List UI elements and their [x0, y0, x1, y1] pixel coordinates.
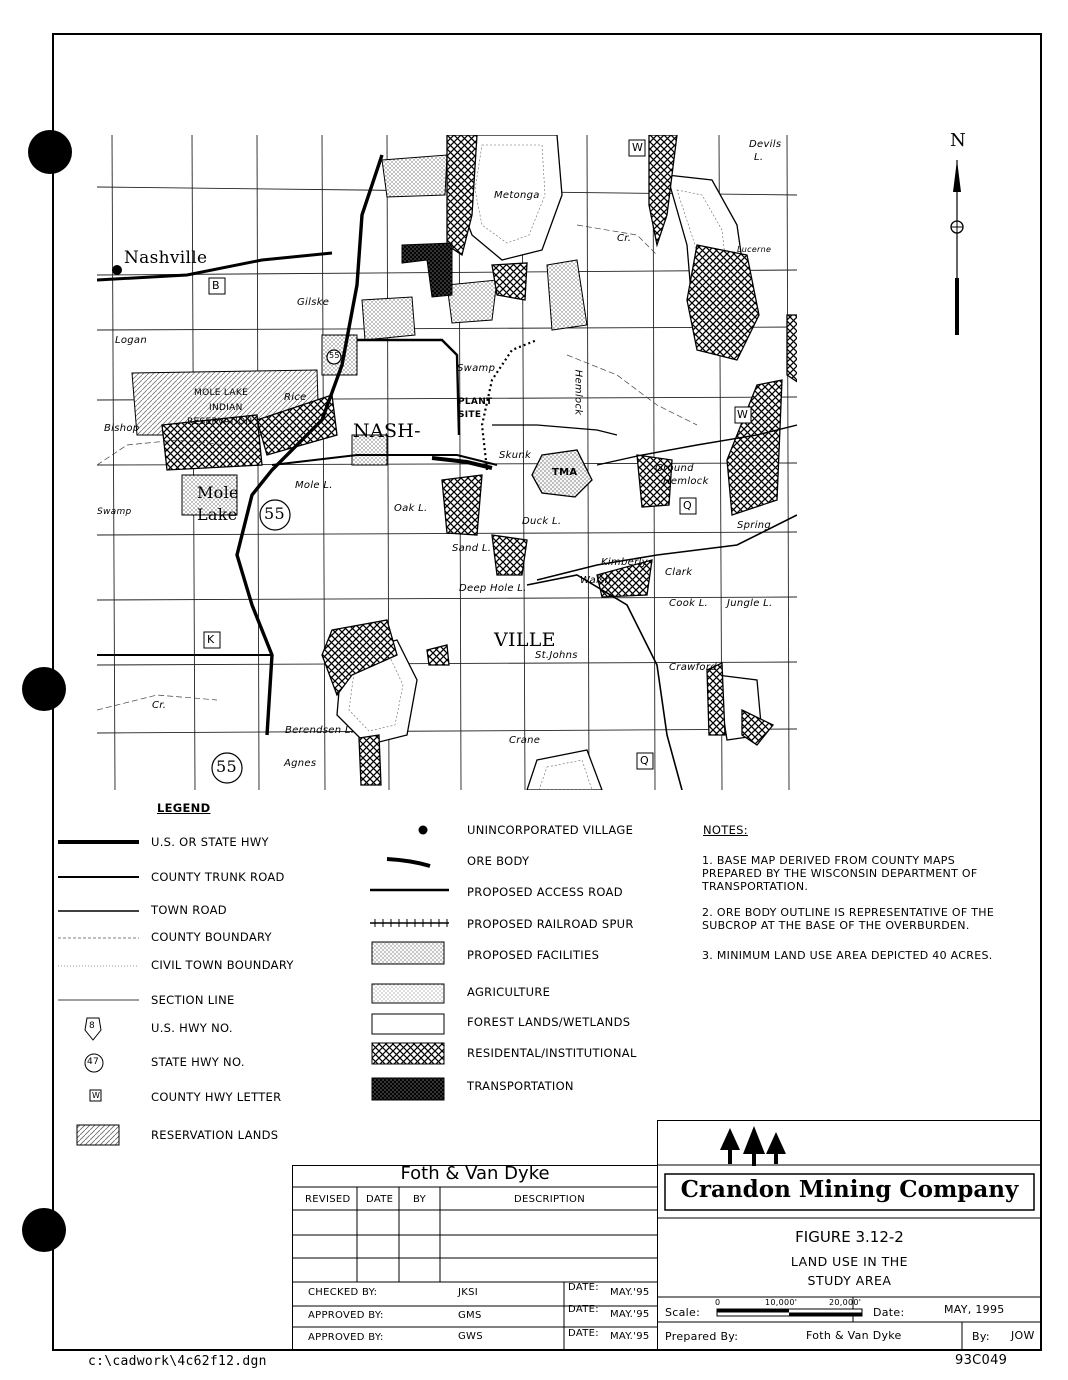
map-label-devils: Devils — [749, 139, 782, 150]
legend-civil-town-boundary: CIVIL TOWN BOUNDARY — [151, 958, 294, 972]
revision-firm: Foth & Van Dyke — [400, 1163, 550, 1184]
note-1: 1. BASE MAP DERIVED FROM COUNTY MAPS PREPARED BY THE WISCONSIN DEPARTMENT OF TRANSPORTATION. — [702, 854, 978, 893]
scale-bar — [716, 1306, 864, 1320]
approved-by-label-1: APPROVED BY: — [308, 1310, 384, 1321]
map-label-st-johns: St.Johns — [535, 650, 578, 661]
map-label-mole-lake-res: MOLE LAKE — [194, 388, 249, 398]
approved-by-label-2: APPROVED BY: — [308, 1332, 384, 1343]
map-label-cr-2: Cr. — [152, 700, 167, 711]
map-label-berendsen: Berendsen L. — [285, 725, 355, 736]
rev-header-revised: REVISED — [305, 1194, 351, 1205]
map-label-jungle: Jungle L. — [727, 598, 773, 609]
legend-proposed-access-road: PROPOSED ACCESS ROAD — [467, 885, 623, 899]
map-label-hemlock: Hemlock — [572, 369, 584, 416]
map-label-deep-hole: Deep Hole L. — [459, 583, 527, 594]
map-label-gilske: Gilske — [297, 297, 330, 308]
map-label-plant-site-2: SITE — [458, 410, 482, 420]
map-label-nashville: Nashville — [124, 248, 208, 268]
state-hwy-55-small: 55 — [329, 351, 340, 360]
figure-number: FIGURE 3.12-2 — [795, 1228, 904, 1246]
legend-state-hwy-no: STATE HWY NO. — [151, 1055, 245, 1069]
map-label-swamp: Swamp — [457, 363, 496, 374]
village-symbol — [112, 265, 122, 275]
map-label-sand-l: Sand L. — [452, 543, 492, 554]
note-2: 2. ORE BODY OUTLINE IS REPRESENTATIVE OF THE SUBCROP AT THE BASE OF THE OVERBURDEN. — [702, 906, 995, 932]
legend-us-hwy-no: U.S. HWY NO. — [151, 1021, 233, 1035]
map-label-ground: Ground — [655, 463, 694, 474]
legend-forest-wetlands: FOREST LANDS/WETLANDS — [467, 1015, 631, 1029]
figure-subtitle-1: LAND USE IN THE — [790, 1254, 909, 1269]
map-label-mole-l: Mole L. — [295, 480, 333, 491]
map-label-reservation: RESERVATION — [187, 417, 253, 427]
approved-date-value-1: MAY.'95 — [610, 1309, 650, 1320]
checked-date-label: DATE: — [568, 1282, 599, 1293]
figure-subtitle-2: STUDY AREA — [807, 1273, 892, 1288]
by-label: By: — [972, 1330, 990, 1343]
county-hwy-letter-k: K — [207, 633, 215, 646]
map-label-mole-town-2: Lake — [197, 505, 238, 524]
map-label-devils-l: L. — [754, 152, 764, 163]
rev-header-description: DESCRIPTION — [514, 1194, 585, 1205]
map-label-nash: NASH- — [353, 420, 421, 442]
revision-grid — [292, 1165, 658, 1350]
notes-title: NOTES: — [703, 823, 748, 837]
legend-county-letter-symbol: W — [92, 1091, 101, 1100]
map-label-bishop: Bishop — [104, 423, 140, 434]
state-hwy-55-shield: 55 — [264, 504, 285, 523]
legend-state-hwy-symbol: 47 — [87, 1057, 100, 1067]
legend-us-state-hwy: U.S. OR STATE HWY — [151, 835, 269, 849]
prepared-by-label: Prepared By: — [665, 1330, 739, 1343]
drawing-number: 93C049 — [955, 1353, 1008, 1368]
ore-body — [432, 458, 492, 468]
county-hwy-letter-b: B — [212, 279, 220, 292]
map-label-skunk: Skunk — [499, 450, 532, 461]
note-3: 3. MINIMUM LAND USE AREA DEPICTED 40 ACRES. — [702, 949, 993, 962]
rev-header-date: DATE — [366, 1194, 394, 1205]
rev-header-by: BY — [413, 1194, 427, 1205]
county-hwy-letter-w2: W — [737, 408, 749, 421]
legend-reservation-lands: RESERVATION LANDS — [151, 1128, 279, 1142]
land-use-map — [97, 135, 797, 790]
legend-ore-body: ORE BODY — [467, 854, 530, 868]
legend-title: LEGEND — [157, 801, 211, 815]
checked-by-value: JKSI — [458, 1287, 479, 1298]
date-value: MAY, 1995 — [944, 1303, 1005, 1316]
legend-county-boundary: COUNTY BOUNDARY — [151, 930, 272, 944]
map-label-ville: VILLE — [494, 629, 556, 651]
map-label-cook-l: Cook L. — [669, 598, 709, 609]
map-label-plant-site-1: PLANT — [458, 397, 493, 407]
legend-agriculture: AGRICULTURE — [467, 985, 551, 999]
map-label-metonga: Metonga — [494, 190, 540, 201]
scale-label: Scale: — [665, 1306, 701, 1319]
map-label-crane: Crane — [509, 735, 541, 746]
approved-by-value-1: GMS — [458, 1310, 482, 1321]
north-arrow — [944, 130, 974, 345]
transportation-areas — [402, 243, 452, 297]
date-label: Date: — [873, 1306, 905, 1319]
map-label-indian: INDIAN — [209, 403, 243, 413]
legend-unincorporated-village: UNINCORPORATED VILLAGE — [467, 823, 634, 837]
by-value: JOW — [1011, 1329, 1035, 1342]
map-label-walsh: Walsh — [580, 575, 612, 586]
county-hwy-letter-q1: Q — [683, 499, 692, 512]
approved-by-value-2: GWS — [458, 1331, 483, 1342]
map-label-tma: TMA — [552, 467, 578, 478]
map-label-lucerne: Lucerne — [737, 245, 772, 254]
map-label-mole-town-1: Mole — [197, 483, 239, 502]
map-label-agnes: Agnes — [284, 758, 317, 769]
map-label-hemlock-2: Hemlock — [663, 476, 709, 487]
map-label-logan: Logan — [115, 335, 148, 346]
legend-us-hwy-symbol: 8 — [89, 1021, 96, 1031]
legend-left-symbols — [55, 830, 145, 1150]
state-hwy-55-shield-south: 55 — [216, 757, 237, 776]
north-label: N — [950, 130, 967, 151]
legend-middle-symbols — [365, 820, 455, 1105]
approved-date-label-2: DATE: — [568, 1328, 599, 1339]
map-label-kimberly: Kimberly — [601, 557, 648, 568]
map-label-cr-1: Cr. — [617, 233, 632, 244]
scale-10000: 10,000' — [765, 1298, 798, 1307]
legend-proposed-facilities: PROPOSED FACILITIES — [467, 948, 600, 962]
county-hwy-letter-q2: Q — [640, 754, 649, 767]
map-label-rice: Rice — [284, 392, 307, 403]
scale-20000: 20,000' — [829, 1298, 862, 1307]
legend-residential: RESIDENTAL/INSTITUTIONAL — [467, 1046, 637, 1060]
legend-proposed-railroad-spur: PROPOSED RAILROAD SPUR — [467, 917, 634, 931]
county-hwy-letter-w1: W — [632, 141, 644, 154]
scale-0: 0 — [715, 1298, 721, 1307]
map-label-duck-l: Duck L. — [522, 516, 562, 527]
file-path: c:\cadwork\4c62f12.dgn — [88, 1354, 267, 1369]
legend-county-hwy-letter: COUNTY HWY LETTER — [151, 1090, 282, 1104]
company-name: Crandon Mining Company — [680, 1176, 1019, 1203]
legend-transportation: TRANSPORTATION — [467, 1079, 574, 1093]
map-label-swamp-w: Swamp — [97, 507, 132, 517]
legend-town-road: TOWN ROAD — [151, 903, 227, 917]
checked-date-value: MAY.'95 — [610, 1287, 650, 1298]
map-label-spring: Spring — [737, 520, 772, 531]
approved-date-value-2: MAY.'95 — [610, 1331, 650, 1342]
map-label-clark: Clark — [665, 567, 693, 578]
map-label-crawford: Crawford — [669, 662, 717, 673]
approved-date-label-1: DATE: — [568, 1304, 599, 1315]
map-label-oak-l: Oak L. — [394, 503, 428, 514]
legend-section-line: SECTION LINE — [151, 993, 235, 1007]
prepared-by-value: Foth & Van Dyke — [806, 1329, 902, 1342]
legend-county-trunk-road: COUNTY TRUNK ROAD — [151, 870, 285, 884]
checked-by-label: CHECKED BY: — [308, 1287, 378, 1298]
